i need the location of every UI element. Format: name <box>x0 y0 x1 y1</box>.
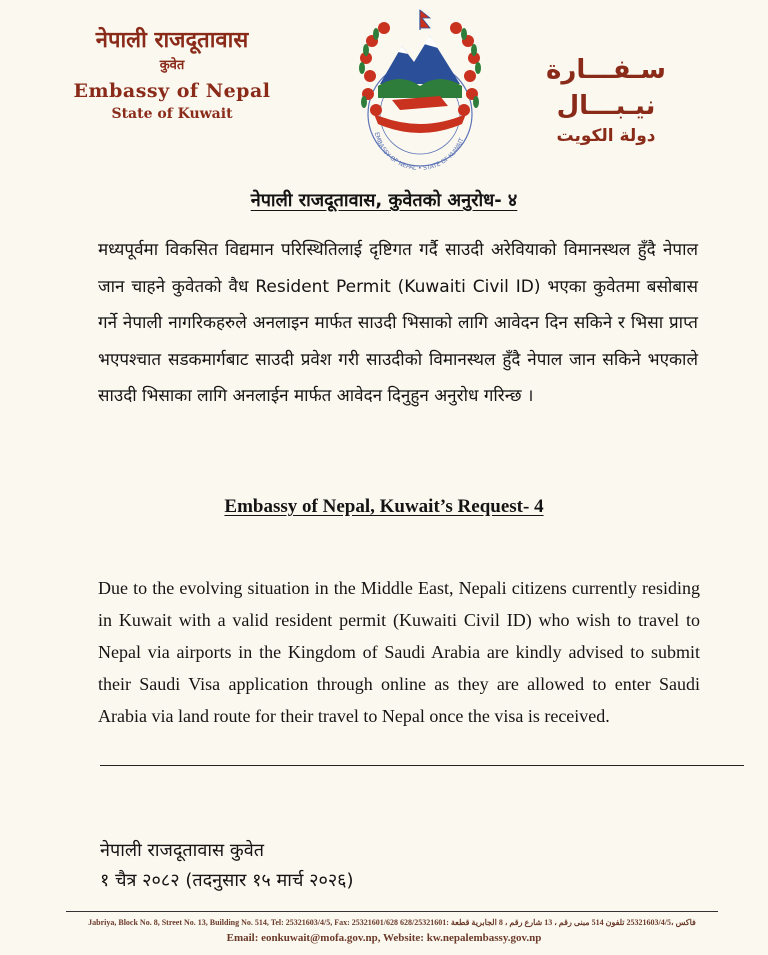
english-body: Due to the evolving situation in the Middle East, Nepali citizens currently residing in Kuwait with a valid resident permit (Kuwaiti Civil ID) who wish to travel to Nepal via airports in the Kingdom of Saudi Arabia are kindly advised to submit their Saudi Visa application through online as they are allowed to enter Saudi Arabia via land route for their travel to Nepal once the visa is received. <box>98 578 700 726</box>
nepal-emblem-icon <box>340 6 500 176</box>
letterhead-english-subtitle: State of Kuwait <box>111 106 233 122</box>
letterhead-arabic-subtitle: دولة الكويت <box>556 126 656 146</box>
svg-text:EMBASSY OF NEPAL • STATE OF KU <box>373 131 466 172</box>
footer-divider <box>66 911 718 912</box>
footer-address: Jabriya, Block No. 8, Street No. 13, Building No. 514, Tel: 25321603/4/5, Fax: 25321601/628 628/25321601: فاكس ،25321603/4/5 تلفون 514 مبنى رقم ، 13 شارع رقم ، 8 الجابرية قطعة <box>88 918 696 927</box>
english-heading-text: Embassy of Nepal, Kuwait’s Request- 4 <box>224 496 544 517</box>
letterhead-nepali-title: नेपाली राजदूतावास <box>95 28 249 53</box>
signature-block <box>100 836 354 896</box>
letterhead-left <box>52 26 292 124</box>
seal-ring-text: EMBASSY OF NEPAL • STATE OF KUWAIT <box>372 131 466 173</box>
letterhead-right <box>496 52 716 148</box>
letterhead-nepali-subtitle: कुवेत <box>159 58 185 73</box>
nepali-body: मध्यपूर्वमा विकसित विद्यमान परिस्थितिलाई दृष्टिगत गर्दै साउदी अरेवियाको विमानस्थल हुँदै नेपाल जान चाहने कुवेतको वैध Resident Permit (Kuwaiti Civil ID) भएका कुवेतमा बसोबास गर्ने नेपाली नागरिकहरुले अनलाइन मार्फत साउदी भिसाको लागि आवेदन दिन सकिने र भिसा प्राप्त भएपश्चात सडकमार्गबाट साउदी प्रवेश गरी साउदीको विमानस्थल हुँदै नेपाल जान सकिने भएकाले साउदी भिसाका लागि अनलाईन मार्फत आवेदन दिनुहुन अनुरोध गरिन्छ । <box>98 240 698 406</box>
letterhead-english-title: Embassy of Nepal <box>73 80 271 102</box>
nepali-heading-text: नेपाली राजदूतावास, कुवेतको अनुरोध- ४ <box>250 190 518 211</box>
nepali-heading <box>0 188 768 212</box>
letterhead-arabic-title: سـفـــارة نيـبـــال <box>546 55 666 121</box>
signature-line-1: नेपाली राजदूतावास कुवेत <box>100 840 264 861</box>
divider <box>100 765 744 766</box>
signature-line-2: १ चैत्र २०८२ (तदनुसार १५ मार्च २०२६) <box>100 870 354 891</box>
footer-contact: Email: eonkuwait@mofa.gov.np, Website: kw.nepalembassy.gov.np <box>226 932 542 944</box>
english-heading <box>0 496 768 518</box>
